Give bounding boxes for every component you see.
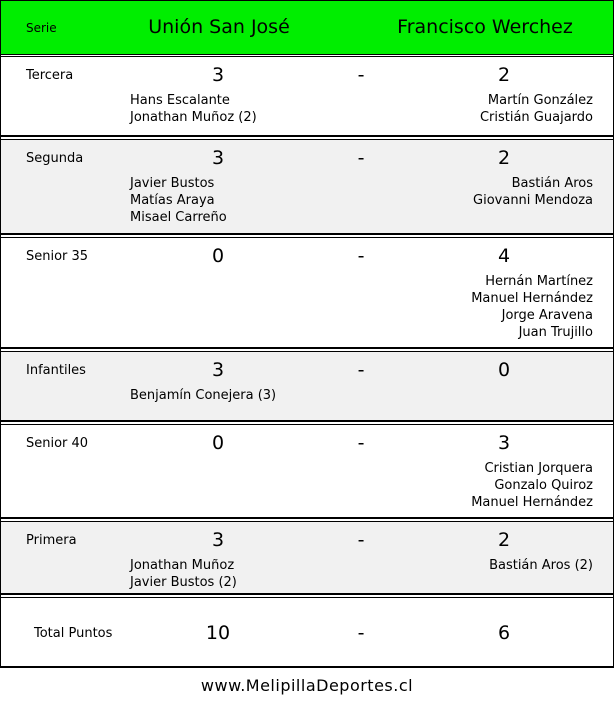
away-score: 2 bbox=[497, 64, 511, 86]
category-label: Tercera bbox=[26, 68, 74, 83]
category-label: Segunda bbox=[26, 151, 84, 166]
scorer: Cristián Guajardo bbox=[479, 110, 593, 125]
scorer: Jonathan Muñoz (2) bbox=[130, 110, 257, 125]
away-scorers bbox=[471, 273, 593, 341]
away-scorers bbox=[480, 92, 593, 126]
scorer: Benjamín Conejera (3) bbox=[130, 388, 277, 403]
scorer: Bastián Aros (2) bbox=[489, 558, 593, 573]
score-separator: - bbox=[357, 359, 365, 381]
away-scorers bbox=[473, 175, 593, 209]
scorer: Matías Araya bbox=[130, 193, 215, 208]
site-footer: www.MelipillaDeportes.cl bbox=[200, 676, 414, 695]
table-row bbox=[1, 237, 613, 349]
away-score: 2 bbox=[497, 147, 511, 169]
home-score: 3 bbox=[211, 359, 225, 381]
scorer: Juan Trujillo bbox=[518, 325, 593, 340]
category-label: Senior 40 bbox=[26, 436, 89, 451]
scorer: Martín González bbox=[487, 93, 593, 108]
category-label: Infantiles bbox=[26, 363, 86, 378]
table-row bbox=[1, 521, 613, 595]
score-separator: - bbox=[357, 147, 365, 169]
category-label: Senior 35 bbox=[26, 249, 89, 264]
home-scorers bbox=[130, 557, 237, 591]
serie-column-label: Serie bbox=[26, 21, 57, 35]
home-total: 10 bbox=[205, 622, 231, 644]
scorer: Jorge Aravena bbox=[501, 308, 593, 323]
scorer: Hans Escalante bbox=[130, 93, 230, 108]
scorer: Javier Bustos bbox=[130, 176, 215, 191]
home-scorers bbox=[130, 387, 276, 404]
away-scorers bbox=[471, 460, 593, 511]
table-row bbox=[1, 56, 613, 137]
home-score: 3 bbox=[211, 64, 225, 86]
scorer: Manuel Hernández bbox=[471, 495, 593, 510]
away-score: 0 bbox=[497, 359, 511, 381]
away-score: 3 bbox=[497, 432, 511, 454]
score-separator: - bbox=[357, 245, 365, 267]
away-score: 4 bbox=[497, 245, 511, 267]
scorer: Jonathan Muñoz bbox=[130, 558, 235, 573]
score-separator: - bbox=[357, 622, 365, 644]
scorer: Bastián Aros bbox=[511, 176, 593, 191]
away-total: 6 bbox=[497, 622, 511, 644]
away-team-name: Francisco Werchez bbox=[397, 16, 573, 38]
scorer: Manuel Hernández bbox=[471, 291, 593, 306]
home-score: 3 bbox=[211, 529, 225, 551]
scorer: Giovanni Mendoza bbox=[473, 193, 593, 208]
score-separator: - bbox=[357, 64, 365, 86]
total-row bbox=[1, 597, 613, 668]
home-scorers bbox=[130, 92, 257, 126]
away-score: 2 bbox=[497, 529, 511, 551]
category-label: Primera bbox=[26, 533, 77, 548]
score-separator: - bbox=[357, 529, 365, 551]
scorer: Gonzalo Quiroz bbox=[494, 478, 593, 493]
table-header bbox=[1, 0, 613, 55]
table-row bbox=[1, 139, 613, 235]
scorer: Hernán Martínez bbox=[485, 274, 593, 289]
scorer: Misael Carreño bbox=[130, 210, 227, 225]
home-score: 3 bbox=[211, 147, 225, 169]
home-scorers bbox=[130, 175, 227, 226]
table-row bbox=[1, 351, 613, 422]
home-team-name: Unión San José bbox=[148, 16, 290, 38]
table-row bbox=[1, 424, 613, 519]
away-scorers bbox=[489, 557, 593, 574]
scorer: Javier Bustos (2) bbox=[130, 575, 237, 590]
home-score: 0 bbox=[211, 245, 225, 267]
scorer: Cristian Jorquera bbox=[484, 461, 593, 476]
score-separator: - bbox=[357, 432, 365, 454]
total-label: Total Puntos bbox=[34, 626, 113, 641]
home-score: 0 bbox=[211, 432, 225, 454]
